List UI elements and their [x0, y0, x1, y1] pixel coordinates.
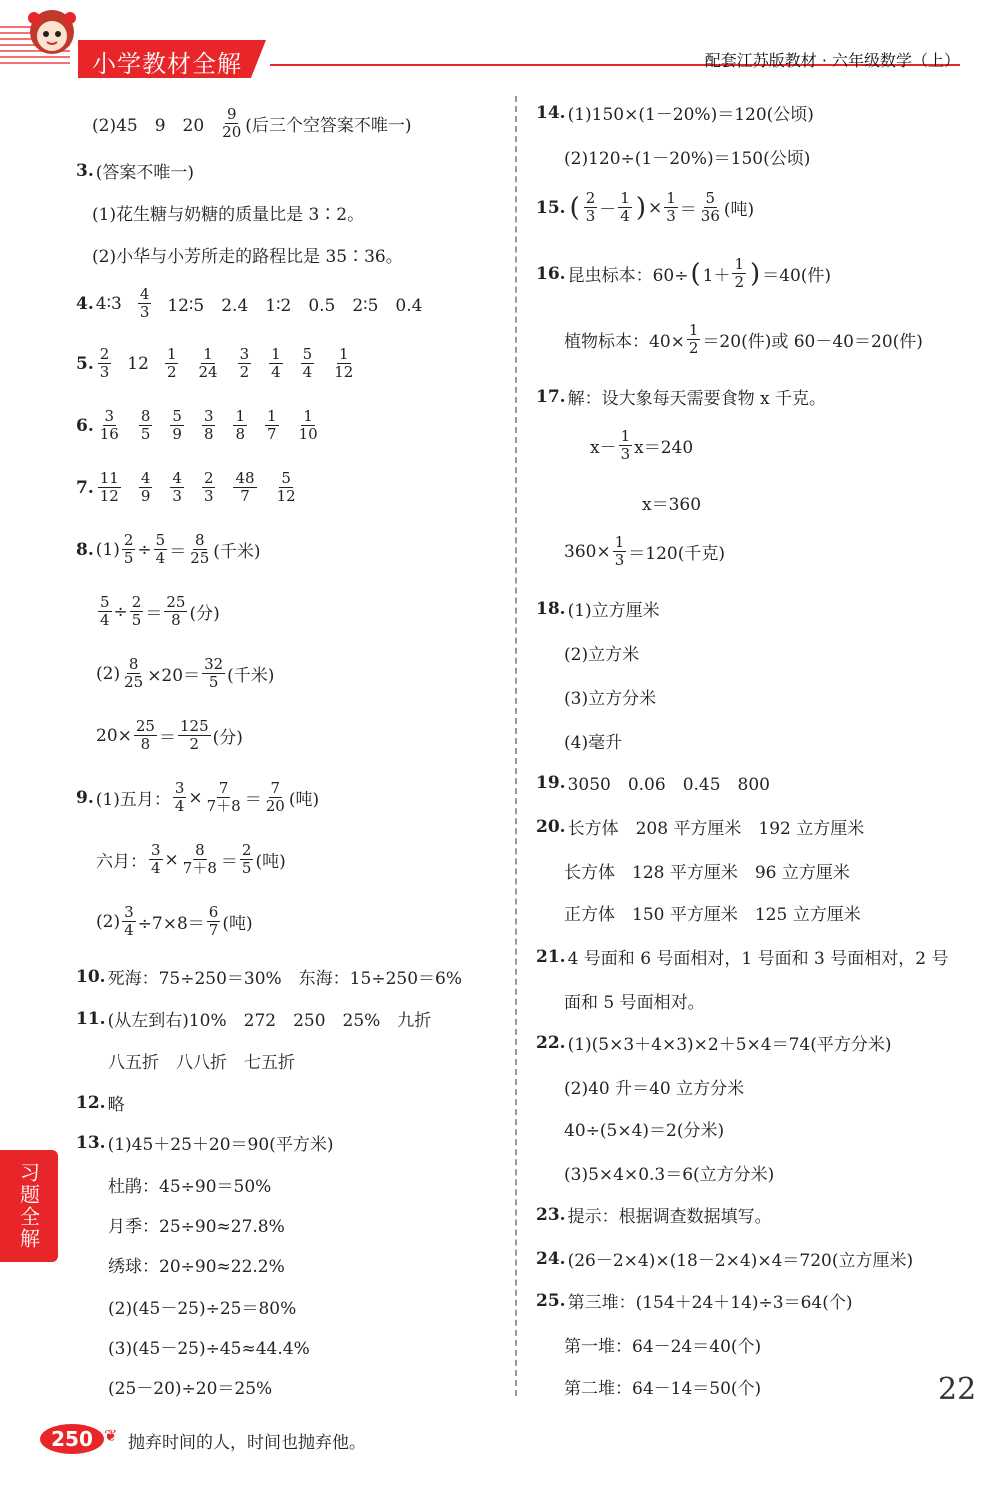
question-15: 15. ( $\frac{2}{3}$ － $\frac{1}{4}$ ) × $\frac{1}{3}$ ＝ $\frac{5}{36}$ (吨): [536, 189, 755, 225]
equation-line: x－ $\frac{1}{3}$ x＝240: [590, 427, 694, 463]
question-21: 21. 4 号面和 6 号面相对，1 号面和 3 号面相对，2 号: [536, 946, 949, 969]
answer-line: (2)(45－25)÷25＝80%: [108, 1299, 297, 1319]
question-8: 8. (1) $\frac{2}{5}$ ÷ $\frac{5}{4}$ ＝ $\frac{8}{25}$ (千米): [76, 531, 261, 567]
answer-line: 绣球：20÷90≈22.2%: [108, 1257, 285, 1277]
answer-line: 月季：25÷90≈27.8%: [108, 1217, 285, 1237]
answer-line: 20× $\frac{25}{8}$ ＝ $\frac{125}{2}$ (分): [96, 717, 243, 753]
question-16: 16. 昆虫标本：60÷ ( 1＋ $\frac{1}{2}$ ) ＝40(件): [536, 255, 832, 291]
question-12: 12. 略: [76, 1092, 125, 1115]
footer-motto: 抛弃时间的人，时间也抛弃他。: [128, 1433, 366, 1453]
answer-line: (2)40 升＝40 立方分米: [564, 1079, 745, 1099]
answer-line: (2) $\frac{3}{4}$ ÷7×8＝ $\frac{6}{7}$ (吨): [96, 903, 253, 939]
question-20: 20. 长方体 208 平方厘米 192 立方厘米: [536, 816, 865, 839]
question-11: 11. (从左到右)10% 272 250 25% 九折: [76, 1008, 432, 1031]
question-24: 24. (26－2×4)×(18－2×4)×4＝720(立方厘米): [536, 1248, 914, 1271]
answer-line: (2) $\frac{8}{25}$ ×20＝ $\frac{32}{5}$ (千米): [96, 655, 275, 691]
answer-line: $\frac{5}{4}$ ÷ $\frac{2}{5}$ ＝ $\frac{25}{8}$ (分): [100, 593, 220, 629]
answer-line: (4)毫升: [564, 733, 623, 753]
question-3: 3. (答案不唯一): [76, 160, 195, 183]
side-tab: 习题全解: [0, 1150, 58, 1262]
answer-line: (3)(45－25)÷45≈44.4%: [108, 1339, 310, 1359]
answer-line: (2)45 9 20 $\frac{9}{20}$ (后三个空答案不唯一): [92, 105, 412, 141]
answer-line: (2)立方米: [564, 645, 640, 665]
answer-line: 六月： $\frac{3}{4}$ × $\frac{8}{7+8}$ ＝ $\frac{2}{5}$ (吨): [96, 841, 286, 877]
question-9: 9. (1)五月： $\frac{3}{4}$ × $\frac{7}{7+8}$ ＝ $\frac{7}{20}$ (吨): [76, 779, 320, 815]
book-title: 小学教材全解: [92, 50, 242, 78]
answer-line: (3)5×4×0.3＝6(立方分米): [564, 1165, 775, 1185]
question-23: 23. 提示：根据调查数据填写。: [536, 1204, 772, 1227]
answer-line: 杜鹃：45÷90＝50%: [108, 1177, 272, 1197]
page-number: 250: [40, 1424, 104, 1454]
answer-line: (2)小华与小芳所走的路程比是 35∶36。: [92, 247, 403, 267]
question-6: 6. $\frac{3}{16}$ $\frac{8}{5}$ $\frac{5}{9}$ $\frac{3}{8}$ $\frac{1}{8}$ $\frac{1}{7}$ $\frac{1}{10}$: [76, 407, 318, 443]
question-19: 19. 3050 0.06 0.45 800: [536, 772, 770, 795]
answer-line: (1)花生糖与奶糖的质量比是 3∶2。: [92, 205, 365, 225]
leaf-icon: ❦: [104, 1426, 118, 1445]
answer-line: (3)立方分米: [564, 689, 657, 709]
question-4: 4. 4∶3 $\frac{4}{3}$ 12∶5 2.4 1∶2 0.5 2∶5 0.4: [76, 285, 423, 321]
question-17: 17. 解：设大象每天需要食物 x 千克。: [536, 386, 826, 409]
answer-line: (2)120÷(1－20%)＝150(公顷): [564, 149, 811, 169]
answer-line: 第二堆：64－14＝50(个): [564, 1379, 762, 1399]
answer-line: 植物标本：40× $\frac{1}{2}$ ＝20(件)或 60－40＝20(件): [564, 321, 923, 357]
mascot-logo-icon: [20, 6, 84, 70]
question-22: 22. (1)(5×3＋4×3)×2＋5×4＝74(平方分米): [536, 1032, 892, 1055]
column-divider: [515, 96, 517, 1396]
book-subtitle: 配套江苏版教材 · 六年级数学（上）: [704, 51, 960, 70]
answer-line: 40÷(5×4)＝2(分米): [564, 1121, 725, 1141]
answer-line: 360× $\frac{1}{3}$ ＝120(千克): [564, 533, 725, 569]
answer-line: 正方体 150 平方厘米 125 立方厘米: [564, 905, 861, 925]
answer-line: (25－20)÷20＝25%: [108, 1379, 273, 1399]
question-25: 25. 第三堆：(154＋24＋14)÷3＝64(个): [536, 1290, 853, 1313]
question-14: 14. (1)150×(1－20%)＝120(公顷): [536, 102, 814, 125]
question-13: 13. (1)45＋25＋20＝90(平方米): [76, 1132, 334, 1155]
fraction: $\frac{9}{20}$: [222, 105, 242, 141]
question-10: 10. 死海：75÷250＝30% 东海：15÷250＝6%: [76, 966, 462, 989]
answer-line: 面和 5 号面相对。: [564, 993, 705, 1013]
question-5: 5. $\frac{2}{3}$ 12 $\frac{1}{2}$ $\frac{1}{24}$ $\frac{3}{2}$ $\frac{1}{4}$ $\frac{5}{4}$ $\frac{1}{12}$: [76, 345, 354, 381]
question-18: 18. (1)立方厘米: [536, 598, 660, 621]
answer-line: 第一堆：64－24＝40(个): [564, 1337, 762, 1357]
corner-mark: 22: [938, 1372, 977, 1407]
question-7: 7. $\frac{11}{12}$ $\frac{4}{9}$ $\frac{4}{3}$ $\frac{2}{3}$ $\frac{48}{7}$ $\frac{5}{12}$: [76, 469, 296, 505]
answer-line: 八五折 八八折 七五折: [108, 1053, 295, 1073]
answer-line: 长方体 128 平方厘米 96 立方厘米: [564, 863, 850, 883]
equation-line: x＝360: [642, 495, 702, 515]
